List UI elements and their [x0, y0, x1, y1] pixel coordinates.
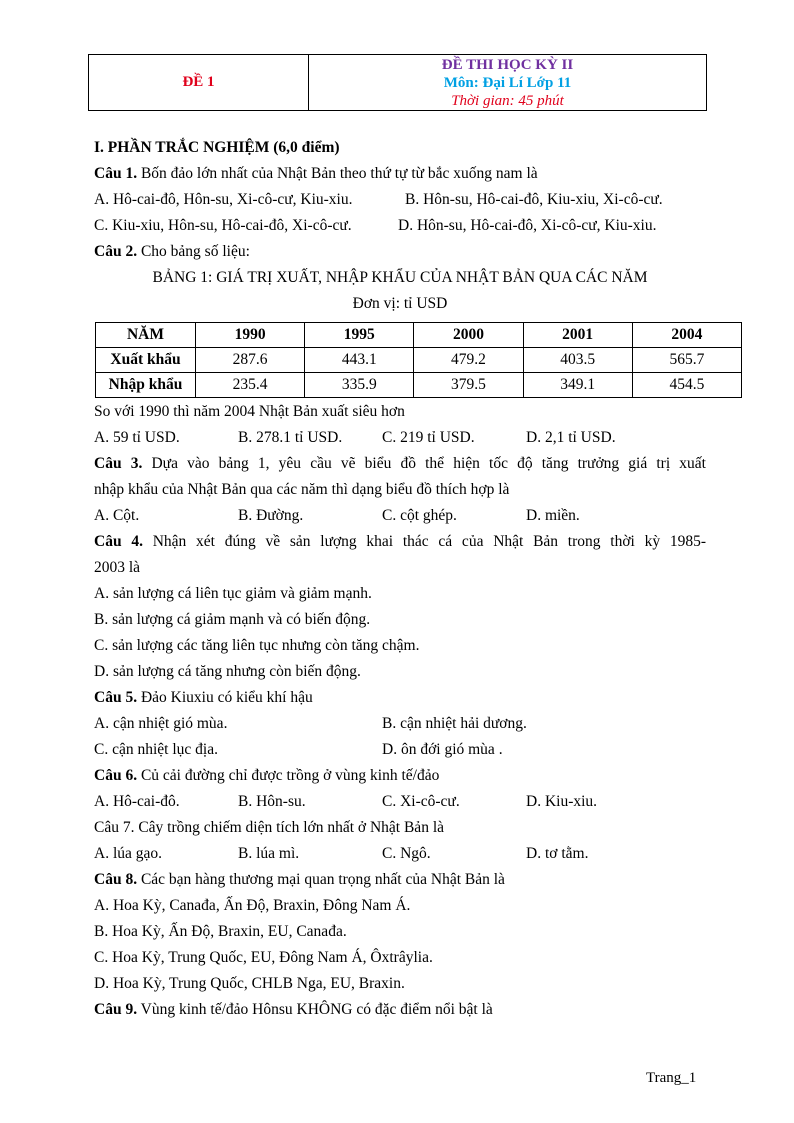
exam-content: [94, 135, 706, 1023]
question-8-text: Các bạn hàng thương mại quan trọng nhất của Nhật Bản là: [137, 871, 505, 888]
question-5: [94, 685, 706, 711]
table-cell: 287.6: [196, 348, 305, 373]
q8-option-a: A. Hoa Kỳ, Canađa, Ấn Độ, Braxin, Đông Nam Á.: [94, 897, 411, 914]
exam-time: Thời gian: 45 phút: [451, 92, 564, 109]
question-6-label: Câu 6.: [94, 767, 138, 784]
q1-option-c: C. Kiu-xiu, Hôn-su, Hô-cai-đô, Xi-cô-cư.: [94, 217, 352, 234]
q3-option-b: B. Đường.: [238, 507, 304, 524]
question-5-text: Đảo Kiuxiu có kiểu khí hậu: [137, 689, 313, 706]
question-9-text: Vùng kinh tế/đảo Hônsu KHÔNG có đặc điểm nổi bật là: [137, 1001, 493, 1018]
q2-option-a: A. 59 tỉ USD.: [94, 429, 180, 446]
table-cell: 335.9: [305, 373, 414, 398]
q1-option-d: D. Hôn-su, Hô-cai-đô, Xi-cô-cư, Kiu-xiu.: [398, 217, 657, 234]
exam-title: ĐỀ THI HỌC KỲ II: [441, 56, 574, 73]
question-3-options: [94, 503, 706, 529]
table-row-export: [96, 348, 742, 373]
exam-subject: Môn: Đại Lí Lớp 11: [443, 74, 572, 91]
q8-option-c: C. Hoa Kỳ, Trung Quốc, EU, Đông Nam Á, Ôxtrâylia.: [94, 949, 433, 966]
question-1-options-row1: [94, 187, 706, 213]
question-4-text: Nhận xét đúng về sản lượng khai thác cá của Nhật Bản trong thời kỳ 1985-: [142, 533, 706, 550]
question-6: [94, 763, 706, 789]
question-9: [94, 997, 706, 1023]
question-8-label: Câu 8.: [94, 871, 138, 888]
question-3-label: Câu 3.: [94, 455, 143, 472]
q3-option-a: A. Cột.: [94, 507, 140, 524]
question-2-prompt: So với 1990 thì năm 2004 Nhật Bản xuất siêu hơn: [94, 403, 405, 420]
question-2-label: Câu 2.: [94, 243, 138, 260]
q2-option-b: B. 278.1 tỉ USD.: [238, 429, 343, 446]
question-2-options: [94, 425, 706, 451]
question-5-options-row1: [94, 711, 706, 737]
question-2-text: Cho bảng số liệu:: [137, 243, 250, 260]
q4-option-c: C. sản lượng các tăng liên tục nhưng còn tăng chậm.: [94, 637, 420, 654]
q5-option-a: A. cận nhiệt gió mùa.: [94, 715, 228, 732]
q5-option-b: B. cận nhiệt hải dương.: [382, 715, 527, 732]
table-header-cell: 2004: [632, 323, 741, 348]
question-5-options-row2: [94, 737, 706, 763]
question-4-label: Câu 4.: [94, 533, 143, 550]
q7-option-c: C. Ngô.: [382, 845, 431, 862]
q5-option-d: D. ôn đới gió mùa .: [382, 741, 503, 758]
table-cell: 235.4: [196, 373, 305, 398]
table-cell: 479.2: [414, 348, 523, 373]
section-title: I. PHẦN TRẮC NGHIỆM (6,0 điểm): [94, 139, 340, 156]
question-3-cont: nhập khẩu của Nhật Bản qua các năm thì dạng biểu đồ thích hợp là: [94, 481, 510, 498]
table-header-cell: NĂM: [96, 323, 196, 348]
question-1: [94, 161, 706, 187]
q4-option-b: B. sản lượng cá giảm mạnh và có biến động.: [94, 611, 371, 628]
q1-option-b: B. Hôn-su, Hô-cai-đô, Kiu-xiu, Xi-cô-cư.: [405, 191, 663, 208]
exam-info: [309, 55, 707, 111]
table-row-label: Xuất khẩu: [96, 348, 196, 373]
table-cell: 403.5: [523, 348, 632, 373]
q7-option-a: A. lúa gạo.: [94, 845, 163, 862]
question-4-cont: 2003 là: [94, 559, 141, 576]
q1-option-a: A. Hô-cai-đô, Hôn-su, Xi-cô-cư, Kiu-xiu.: [94, 191, 353, 208]
table-header-cell: 2000: [414, 323, 523, 348]
table-unit: Đơn vị: tỉ USD: [352, 295, 448, 312]
table-cell: 443.1: [305, 348, 414, 373]
q5-option-c: C. cận nhiệt lục địa.: [94, 741, 218, 758]
question-1-options-row2: [94, 213, 706, 239]
page-number: Trang_1: [646, 1070, 697, 1086]
question-8: [94, 867, 706, 893]
table-title: BẢNG 1: GIÁ TRỊ XUẤT, NHẬP KHẨU CỦA NHẬT BẢN QUA CÁC NĂM: [152, 269, 648, 286]
q3-option-c: C. cột ghép.: [382, 507, 457, 524]
table-cell: 379.5: [414, 373, 523, 398]
question-5-label: Câu 5.: [94, 689, 138, 706]
table-header-cell: 2001: [523, 323, 632, 348]
q8-option-b: B. Hoa Kỳ, Ấn Độ, Braxin, EU, Canađa.: [94, 923, 347, 940]
q2-option-c: C. 219 tỉ USD.: [382, 429, 475, 446]
q7-option-d: D. tơ tằm.: [526, 845, 589, 862]
question-6-text: Củ cải đường chỉ được trồng ở vùng kinh tế/đảo: [137, 767, 440, 784]
trade-table: [95, 322, 742, 398]
table-header-row: [96, 323, 742, 348]
q4-option-d: D. sản lượng cá tăng nhưng còn biến động.: [94, 663, 361, 680]
question-1-text: Bốn đảo lớn nhất của Nhật Bản theo thứ tự từ bắc xuống nam là: [137, 165, 538, 182]
table-cell: 349.1: [523, 373, 632, 398]
question-1-label: Câu 1.: [94, 165, 138, 182]
question-3: [94, 451, 706, 477]
q6-option-d: D. Kiu-xiu.: [526, 793, 598, 810]
q8-option-d: D. Hoa Kỳ, Trung Quốc, CHLB Nga, EU, Braxin.: [94, 975, 405, 992]
question-9-label: Câu 9.: [94, 1001, 138, 1018]
table-row-import: [96, 373, 742, 398]
question-7: Câu 7. Cây trồng chiếm diện tích lớn nhất ở Nhật Bản là: [94, 819, 444, 836]
question-2: [94, 239, 706, 265]
question-6-options: [94, 789, 706, 815]
q7-option-b: B. lúa mì.: [238, 845, 300, 862]
question-3-text: Dựa vào bảng 1, yêu cầu vẽ biểu đồ thể hiện tốc độ tăng trưởng giá trị xuất: [142, 455, 706, 472]
table-cell: 565.7: [632, 348, 741, 373]
table-cell: 454.5: [632, 373, 741, 398]
q4-option-a: A. sản lượng cá liên tục giảm và giảm mạnh.: [94, 585, 372, 602]
question-4: [94, 529, 706, 555]
q6-option-b: B. Hôn-su.: [238, 793, 306, 810]
exam-code: ĐỀ 1: [89, 55, 309, 111]
table-header-cell: 1995: [305, 323, 414, 348]
q6-option-a: A. Hô-cai-đô.: [94, 793, 180, 810]
table-row-label: Nhập khẩu: [96, 373, 196, 398]
q3-option-d: D. miền.: [526, 507, 580, 524]
question-7-options: [94, 841, 706, 867]
q6-option-c: C. Xi-cô-cư.: [382, 793, 460, 810]
exam-header-table: [88, 54, 707, 111]
q2-option-d: D. 2,1 tỉ USD.: [526, 429, 616, 446]
table-header-cell: 1990: [196, 323, 305, 348]
